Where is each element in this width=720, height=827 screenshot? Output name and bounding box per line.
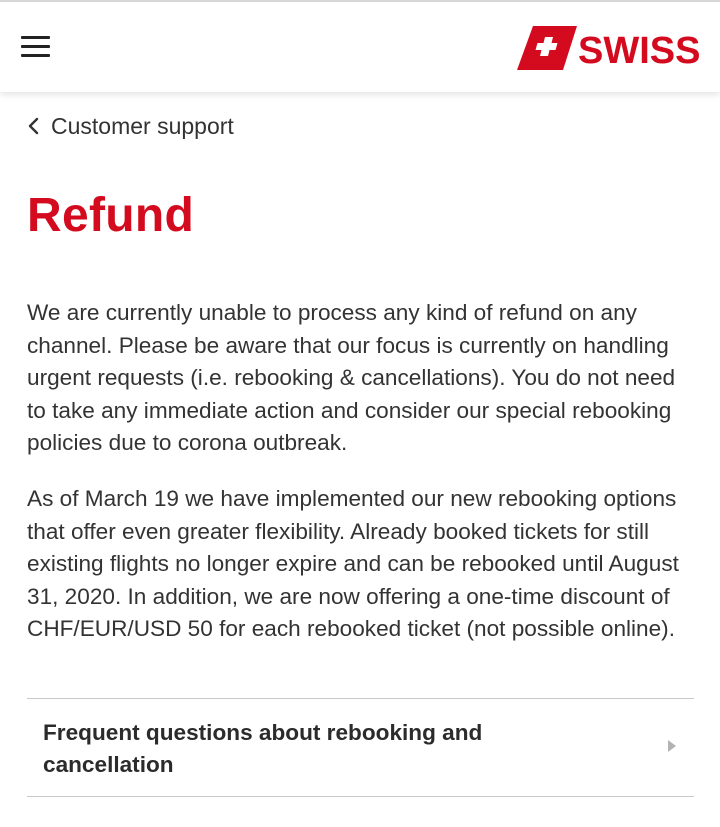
rebooking-info-paragraph: As of March 19 we have implemented our new rebooking options that offer even greater flexibility. Already booked tickets for still existing flights no longer expire and can be rebooked until August 31, 2020. In addition, we are now offering a one-time discount of CHF/EUR/USD 50 for each rebooked ticket (not possible online). — [27, 486, 679, 641]
logo-wordmark: SWISS — [578, 30, 701, 72]
faq-rebooking-cancellation-link[interactable] — [27, 699, 694, 796]
page-title: Refund — [27, 189, 195, 242]
chevron-left-icon — [27, 116, 41, 136]
chevron-right-icon — [668, 740, 676, 752]
faq-link-label: Frequent questions about rebooking and cancellation — [43, 720, 483, 777]
back-to-customer-support-link[interactable] — [27, 110, 234, 142]
divider — [27, 796, 694, 797]
back-link-label: Customer support — [51, 112, 234, 139]
hamburger-menu-icon[interactable] — [21, 36, 50, 58]
swiss-logo[interactable] — [517, 26, 705, 72]
refund-notice-paragraph: We are currently unable to process any kind of refund on any channel. Please be aware that our focus is currently on handling urgent requests (i.e. rebooking & cancellations). You do not need to take any immediate action and consider our special rebooking policies due to corona outbreak. — [27, 300, 676, 455]
top-bar — [0, 0, 720, 92]
